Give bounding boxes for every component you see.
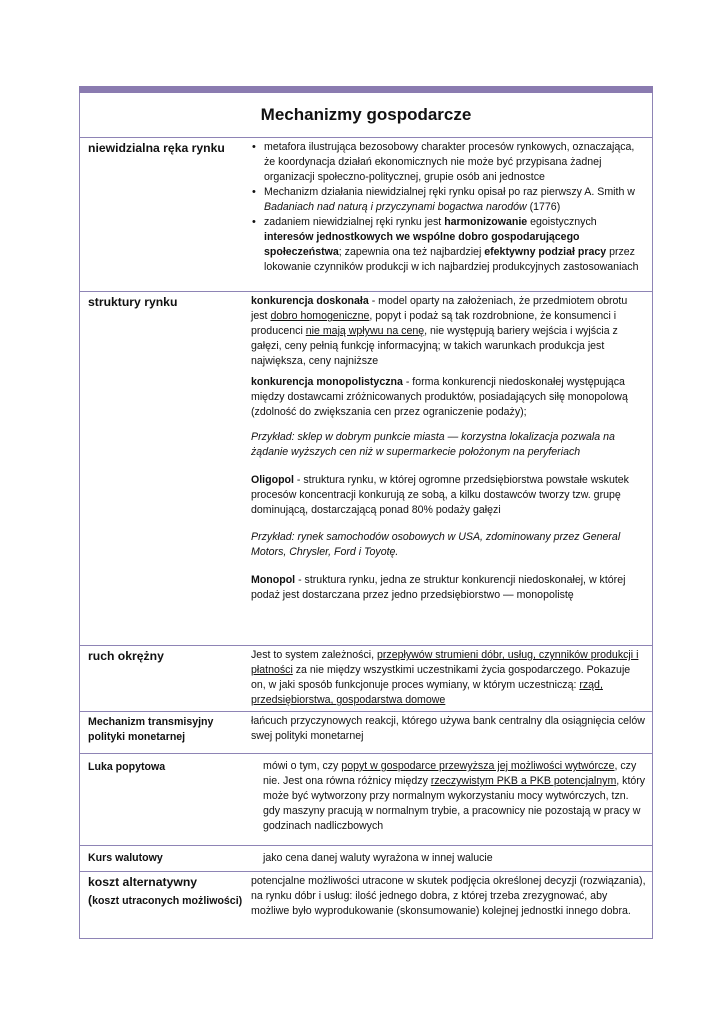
paragraph-monopoly: Monopol - struktura rynku, jedna ze struktur konkurencji niedoskonałej, w której podaż jest dostarczana przez jedno przedsiębiorstwo — monopolistę: [251, 574, 626, 601]
glossary-table: [79, 93, 653, 939]
table-row: [80, 754, 652, 846]
list-item: • zadaniem niewidzialnej ręki rynku jest harmonizowanie egoistycznych interesów jednostkowych we wspólne dobro gospodarującego społeczeństwa; zapewnia ona też najbardziej efektywny podział pracy przez lokowanie czynników produkcji w ich najbardziej produkcyjnych zastosowaniach: [251, 215, 646, 275]
table-row: [80, 138, 652, 292]
example-text: Przykład: sklep w dobrym punkcie miasta — korzystna lokalizacja pozwala na żądanie wyższych cen niż w supermarkecie położonym na peryferiach: [251, 431, 615, 458]
term-cell: Mechanizm transmisyjny polityki monetarnej: [88, 716, 214, 743]
definition-cell: łańcuch przyczynowych reakcji, którego używa bank centralny dla osiągnięcia celów swej polityki monetarnej: [251, 715, 645, 742]
table-row: [80, 846, 652, 872]
list-item: • Mechanizm działania niewidzialnej ręki rynku opisał po raz pierwszy A. Smith w Badaniach nad naturą i przyczynami bogactwa narodów (1776): [251, 185, 646, 215]
bullet-list: [251, 140, 646, 275]
header-accent-bar: [79, 86, 653, 93]
example-text: Przykład: rynek samochodów osobowych w USA, zdominowany przez General Motors, Chrysler, Ford i Toyotę.: [251, 531, 621, 558]
definition-cell: mówi o tym, czy popyt w gospodarce przewyższa jej możliwości wytwórcze, czy nie. Jest ona równa różnicy między rzeczywistym PKB a PKB potencjalnym, który może być wytworzony przy normalnym wykorzystaniu mocy wytwórczych, tzn. gdy maszyny pracują w normalnym trybie, a pracownicy nie pozostają w pracy w godzinach nadliczbowych: [263, 760, 646, 832]
list-item: • metafora ilustrująca bezosobowy charakter procesów rynkowych, oznaczająca, że koordynacja działań ekonomicznych nie może być przypisana żadnej organizacji społeczno-politycznej, grupie osób ani jednostce: [251, 140, 646, 185]
table-row: [80, 872, 652, 938]
table-row: [80, 292, 652, 646]
term-cell: [80, 872, 251, 938]
term-cell: struktury rynku: [88, 295, 178, 309]
term-cell: Luka popytowa: [88, 761, 166, 773]
term-cell: ruch okrężny: [88, 649, 164, 663]
definition-cell: Jest to system zależności, przepływów strumieni dóbr, usług, czynników produkcji i płatności za nie między wszystkimi uczestnikami życia gospodarczego. Pokazuje on, w jaki sposób funkcjonuje proces wymiany, w którym uczestniczą: rząd, przedsiębiorstwa, gospodarstwa domowe: [251, 649, 639, 706]
table-row: [80, 646, 652, 712]
definition-cell: jako cena danej waluty wyrażona w innej walucie: [263, 852, 493, 864]
page-title: Mechanizmy gospodarcze: [80, 93, 652, 138]
document-page: [79, 86, 653, 939]
paragraph-perfect-competition: konkurencja doskonała - model oparty na założeniach, że przedmiotem obrotu jest dobro homogeniczne, popyt i podaż są tak rozdrobnione, że konsumenci i producenci nie mają wpływu na cenę, nie występują bariery wejścia i wyjścia z gałęzi, ceny pełnią funkcję informacyjną; w takich warunkach produkcja jest największa, ceny najniższe: [251, 295, 628, 367]
term-sublabel: (koszt utraconych możliwości): [88, 893, 243, 907]
definition-cell: potencjalne możliwości utracone w skutek podjęcia określonej decyzji (rozwiązania), na rynku dóbr i usług: ilość jednego dobra, z której trzeba zrezygnować, aby możliwe było wyprodukowanie (skonsumowanie) kolejnej jednostki innego dobra.: [251, 875, 646, 917]
term-label: koszt alternatywny: [88, 875, 198, 889]
term-cell: niewidzialna ręka rynku: [88, 141, 225, 155]
paragraph-monopolistic-competition: konkurencja monopolistyczna - forma konkurencji niedoskonałej występująca między dostawcami zróżnicowanych produktów, posiadających siłę monopolową (zdolność do zwiększania cen przez ograniczenie podaży);: [251, 376, 628, 418]
definition-cell: [251, 138, 652, 291]
paragraph-oligopoly: Oligopol - struktura rynku, w której ogromne przedsiębiorstwa powstałe wskutek procesów koncentracji konkurują ze sobą, a kilku dostawców tworzy tzw. grupę dominującą, dostarczającą ponad 80% podaży gałęzi: [251, 474, 629, 516]
term-cell: Kurs walutowy: [88, 852, 163, 864]
definition-cell: [251, 292, 652, 645]
table-row: [80, 712, 652, 754]
